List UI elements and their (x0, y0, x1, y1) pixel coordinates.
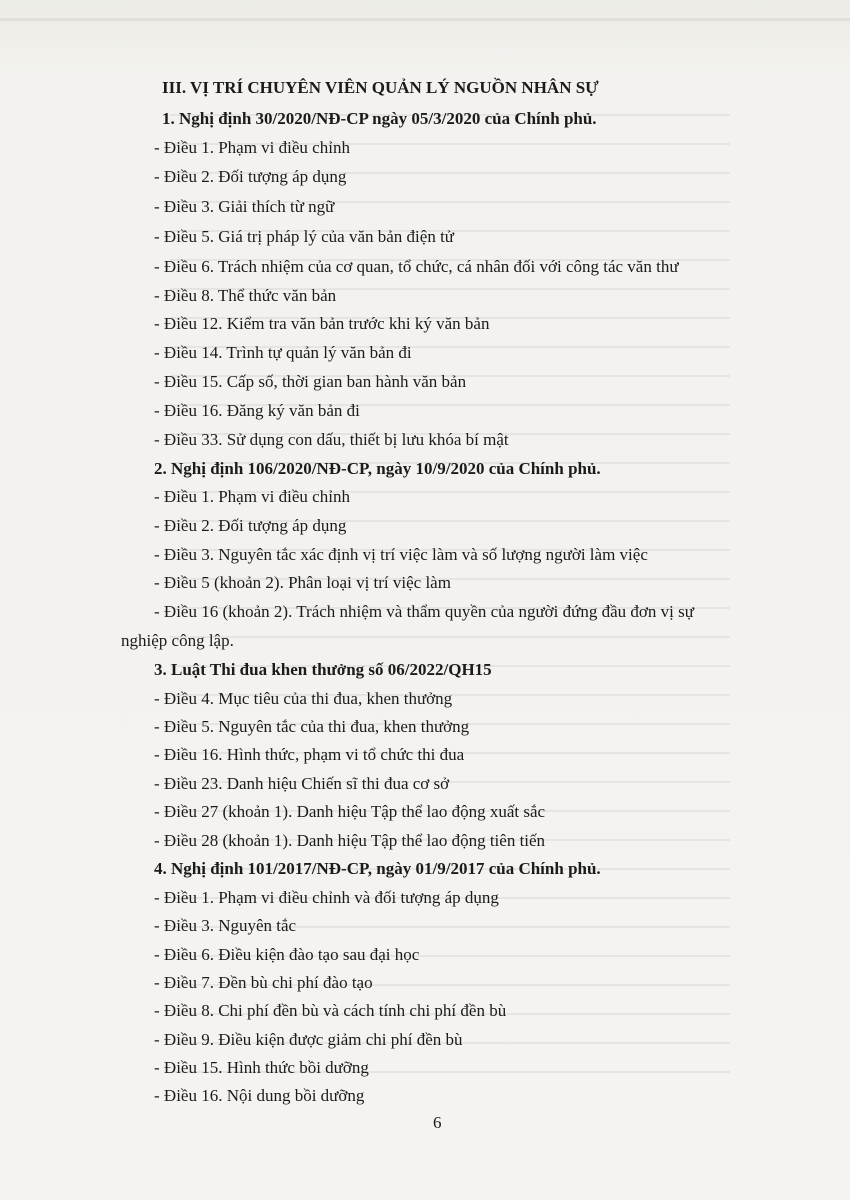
group-1-heading: 1. Nghị định 30/2020/NĐ-CP ngày 05/3/2020 của Chính phủ. (162, 109, 597, 128)
list-item: - Điều 6. Điều kiện đào tạo sau đại học (154, 945, 420, 964)
page-number: 6 (433, 1113, 442, 1132)
list-item: - Điều 27 (khoản 1). Danh hiệu Tập thể lao động xuất sắc (154, 802, 546, 821)
list-item: - Điều 15. Cấp số, thời gian ban hành văn bản (154, 372, 467, 391)
list-item: - Điều 16 (khoản 2). Trách nhiệm và thẩm quyền của người đứng đầu đơn vị sự (154, 602, 694, 621)
list-item: - Điều 23. Danh hiệu Chiến sĩ thi đua cơ sở (154, 774, 450, 793)
list-item: - Điều 16. Nội dung bồi dưỡng (154, 1086, 365, 1105)
list-item: - Điều 9. Điều kiện được giảm chi phí đền bù (154, 1030, 463, 1049)
list-item: - Điều 4. Mục tiêu của thi đua, khen thưởng (154, 689, 453, 708)
list-item: - Điều 8. Chi phí đền bù và cách tính chi phí đền bù (154, 1001, 507, 1020)
list-item: - Điều 2. Đối tượng áp dụng (154, 167, 347, 186)
list-item: - Điều 5. Nguyên tắc của thi đua, khen thưởng (154, 717, 470, 736)
group-3-heading: 3. Luật Thi đua khen thưởng số 06/2022/QH15 (154, 660, 492, 679)
list-item: - Điều 3. Nguyên tắc (154, 916, 297, 935)
list-item-continuation: nghiệp công lập. (121, 631, 234, 650)
list-item: - Điều 1. Phạm vi điều chỉnh (154, 487, 350, 506)
list-item: - Điều 3. Giải thích từ ngữ (154, 197, 335, 216)
list-item: - Điều 33. Sử dụng con dấu, thiết bị lưu khóa bí mật (154, 430, 509, 449)
group-2-heading: 2. Nghị định 106/2020/NĐ-CP, ngày 10/9/2020 của Chính phủ. (154, 459, 601, 478)
scan-edge (0, 18, 850, 21)
list-item: - Điều 16. Đăng ký văn bản đi (154, 401, 360, 420)
list-item: - Điều 3. Nguyên tắc xác định vị trí việc làm và số lượng người làm việc (154, 545, 648, 564)
list-item: - Điều 8. Thể thức văn bản (154, 286, 337, 305)
list-item: - Điều 12. Kiểm tra văn bản trước khi ký văn bản (154, 314, 490, 333)
list-item: - Điều 28 (khoản 1). Danh hiệu Tập thể lao động tiên tiến (154, 831, 546, 850)
list-item: - Điều 1. Phạm vi điều chỉnh (154, 138, 350, 157)
list-item: - Điều 16. Hình thức, phạm vi tổ chức thi đua (154, 745, 465, 764)
list-item: - Điều 15. Hình thức bồi dưỡng (154, 1058, 369, 1077)
list-item: - Điều 2. Đối tượng áp dụng (154, 516, 347, 535)
list-item: - Điều 5 (khoản 2). Phân loại vị trí việc làm (154, 573, 451, 592)
list-item: - Điều 7. Đền bù chi phí đào tạo (154, 973, 373, 992)
group-4-heading: 4. Nghị định 101/2017/NĐ-CP, ngày 01/9/2017 của Chính phủ. (154, 859, 601, 878)
list-item: - Điều 5. Giá trị pháp lý của văn bản điện tử (154, 227, 455, 246)
section-title: III. VỊ TRÍ CHUYÊN VIÊN QUẢN LÝ NGUỒN NHÂN SỰ (162, 78, 599, 97)
list-item: - Điều 14. Trình tự quản lý văn bản đi (154, 343, 412, 362)
list-item: - Điều 1. Phạm vi điều chỉnh và đối tượng áp dụng (154, 888, 499, 907)
list-item: - Điều 6. Trách nhiệm của cơ quan, tổ chức, cá nhân đối với công tác văn thư (154, 257, 679, 276)
